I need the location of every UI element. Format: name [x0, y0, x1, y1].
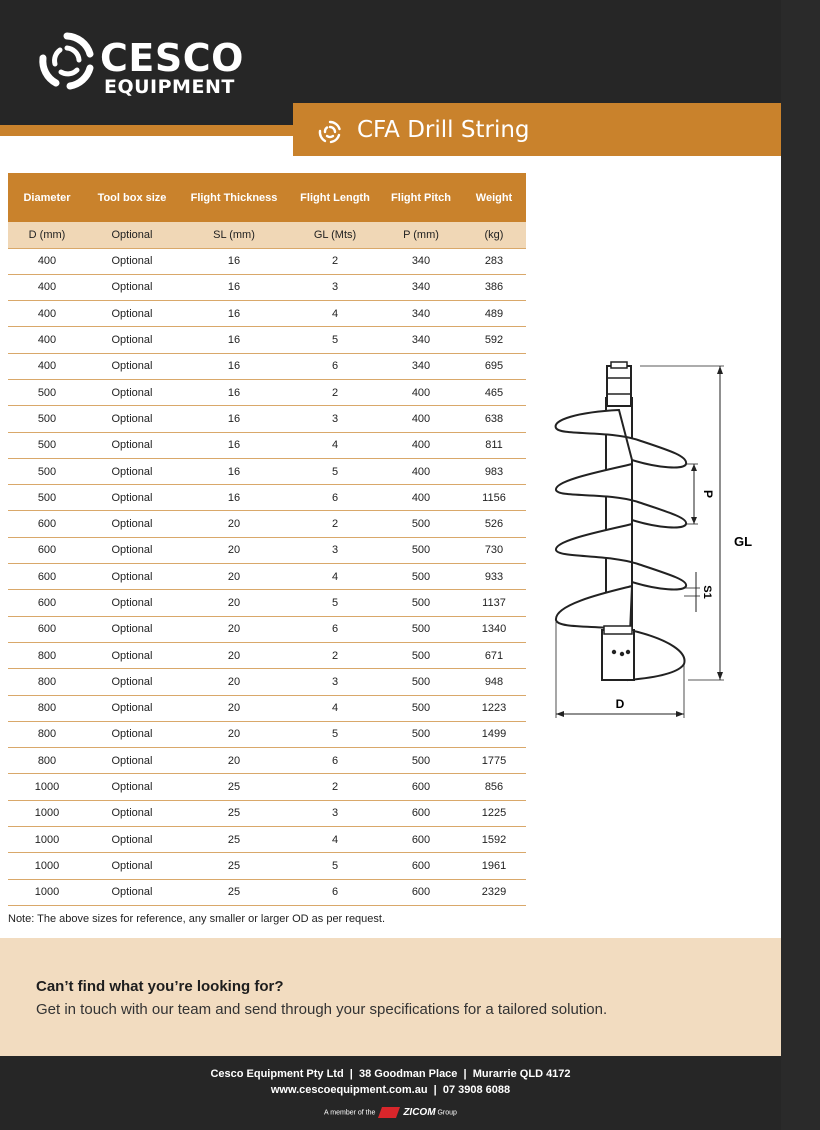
table-cell: 1000	[8, 774, 86, 800]
table-cell: 16	[178, 274, 290, 300]
title-band	[293, 103, 781, 156]
table-cell: 25	[178, 879, 290, 905]
table-cell: Optional	[86, 353, 178, 379]
table-cell: 16	[178, 458, 290, 484]
table-cell: Optional	[86, 669, 178, 695]
table-cell: 20	[178, 590, 290, 616]
table-cell: 5	[290, 721, 380, 747]
table-cell: 500	[8, 432, 86, 458]
table-cell: 340	[380, 274, 462, 300]
table-cell: 16	[178, 248, 290, 274]
spec-table	[8, 173, 526, 906]
table-cell: Optional	[86, 248, 178, 274]
table-cell: Optional	[86, 748, 178, 774]
table-row	[8, 721, 526, 747]
table-cell: Optional	[86, 853, 178, 879]
table-cell: 340	[380, 353, 462, 379]
table-cell: 600	[380, 853, 462, 879]
table-cell: 500	[8, 485, 86, 511]
table-cell: 1156	[462, 485, 526, 511]
table-cell: 400	[380, 379, 462, 405]
column-header: Flight Pitch	[380, 173, 462, 222]
table-cell: 400	[380, 406, 462, 432]
cesco-logo-icon	[36, 30, 98, 92]
table-cell: 1961	[462, 853, 526, 879]
table-row	[8, 274, 526, 300]
units-row	[8, 222, 526, 248]
table-row	[8, 327, 526, 353]
table-row	[8, 485, 526, 511]
table-cell: Optional	[86, 642, 178, 668]
table-cell: 3	[290, 274, 380, 300]
table-cell: 465	[462, 379, 526, 405]
table-row	[8, 853, 526, 879]
column-header: Weight	[462, 173, 526, 222]
table-row	[8, 458, 526, 484]
zicom-logo-icon	[378, 1107, 400, 1118]
table-cell: 800	[8, 695, 86, 721]
table-row	[8, 695, 526, 721]
unit-cell: SL (mm)	[178, 222, 290, 248]
table-cell: 2	[290, 642, 380, 668]
table-cell: 800	[8, 721, 86, 747]
table-cell: 4	[290, 564, 380, 590]
table-cell: 5	[290, 327, 380, 353]
table-cell: 5	[290, 590, 380, 616]
table-cell: Optional	[86, 511, 178, 537]
table-cell: 1775	[462, 748, 526, 774]
table-cell: 340	[380, 301, 462, 327]
table-cell: Optional	[86, 327, 178, 353]
table-cell: 400	[380, 485, 462, 511]
table-cell: 400	[8, 353, 86, 379]
table-cell: 500	[380, 511, 462, 537]
table-cell: 800	[8, 642, 86, 668]
page-title: CFA Drill String	[357, 117, 530, 143]
table-cell: 20	[178, 669, 290, 695]
table-cell: 6	[290, 879, 380, 905]
cta-heading: Can’t find what you’re looking for?	[36, 978, 284, 995]
table-cell: 2	[290, 774, 380, 800]
unit-cell: Optional	[86, 222, 178, 248]
cta-panel	[0, 938, 781, 1056]
table-row	[8, 748, 526, 774]
table-cell: 600	[8, 537, 86, 563]
table-cell: 948	[462, 669, 526, 695]
table-cell: 16	[178, 406, 290, 432]
table-cell: 933	[462, 564, 526, 590]
table-cell: 4	[290, 827, 380, 853]
table-cell: 400	[8, 301, 86, 327]
table-row	[8, 827, 526, 853]
table-cell: 20	[178, 616, 290, 642]
table-cell: 4	[290, 432, 380, 458]
overall-length-label: GL	[734, 534, 753, 549]
footer-address: Cesco Equipment Pty Ltd | 38 Goodman Place | Murarrie QLD 4172	[210, 1068, 571, 1080]
table-cell: 3	[290, 800, 380, 826]
table-cell: Optional	[86, 485, 178, 511]
group-name: ZICOM	[403, 1107, 436, 1118]
table-cell: Optional	[86, 879, 178, 905]
table-cell: 6	[290, 353, 380, 379]
table-cell: 16	[178, 301, 290, 327]
table-cell: 20	[178, 721, 290, 747]
table-row	[8, 642, 526, 668]
table-cell: 16	[178, 353, 290, 379]
table-cell: 500	[380, 721, 462, 747]
table-row	[8, 800, 526, 826]
table-cell: 500	[380, 564, 462, 590]
table-cell: 1225	[462, 800, 526, 826]
table-cell: 400	[380, 432, 462, 458]
cta-body: Get in touch with our team and send through your specifications for a tailored solution.	[36, 1001, 608, 1018]
table-cell: 340	[380, 327, 462, 353]
table-row	[8, 432, 526, 458]
table-cell: 20	[178, 695, 290, 721]
table-row	[8, 879, 526, 905]
logo-wordmark: CESCO	[100, 36, 244, 80]
table-cell: 20	[178, 537, 290, 563]
table-cell: 5	[290, 853, 380, 879]
table-cell: 4	[290, 301, 380, 327]
table-cell: 500	[380, 590, 462, 616]
table-cell: 500	[8, 379, 86, 405]
table-cell: 20	[178, 642, 290, 668]
unit-cell: P (mm)	[380, 222, 462, 248]
table-cell: Optional	[86, 458, 178, 484]
table-cell: 3	[290, 537, 380, 563]
table-cell: 1499	[462, 721, 526, 747]
table-cell: 600	[8, 564, 86, 590]
table-cell: 800	[8, 669, 86, 695]
column-header: Diameter	[8, 173, 86, 222]
table-cell: 600	[8, 616, 86, 642]
table-row	[8, 406, 526, 432]
table-cell: 3	[290, 406, 380, 432]
table-cell: Optional	[86, 564, 178, 590]
table-cell: 2329	[462, 879, 526, 905]
table-cell: 983	[462, 458, 526, 484]
table-row	[8, 616, 526, 642]
table-row	[8, 301, 526, 327]
table-cell: 1340	[462, 616, 526, 642]
table-cell: 16	[178, 485, 290, 511]
table-cell: Optional	[86, 616, 178, 642]
table-cell: 695	[462, 353, 526, 379]
thickness-label: S1	[701, 585, 713, 599]
table-cell: 500	[380, 537, 462, 563]
table-cell: 2	[290, 248, 380, 274]
table-cell: 1000	[8, 827, 86, 853]
table-cell: 4	[290, 695, 380, 721]
table-header-row	[8, 173, 526, 222]
table-cell: 1000	[8, 800, 86, 826]
table-cell: Optional	[86, 301, 178, 327]
table-cell: 20	[178, 748, 290, 774]
table-cell: 600	[8, 590, 86, 616]
table-cell: 638	[462, 406, 526, 432]
table-cell: 16	[178, 432, 290, 458]
pitch-label: P	[701, 489, 715, 499]
unit-cell: (kg)	[462, 222, 526, 248]
table-cell: 400	[8, 274, 86, 300]
table-cell: 400	[8, 327, 86, 353]
table-row	[8, 774, 526, 800]
unit-cell: D (mm)	[8, 222, 86, 248]
column-header: Flight Thickness	[178, 173, 290, 222]
table-cell: 811	[462, 432, 526, 458]
column-header: Flight Length	[290, 173, 380, 222]
table-cell: Optional	[86, 721, 178, 747]
table-cell: 25	[178, 774, 290, 800]
table-cell: Optional	[86, 537, 178, 563]
table-row	[8, 537, 526, 563]
table-cell: 489	[462, 301, 526, 327]
table-cell: Optional	[86, 379, 178, 405]
table-cell: 5	[290, 458, 380, 484]
table-cell: 25	[178, 853, 290, 879]
table-cell: 2	[290, 379, 380, 405]
table-cell: 500	[380, 695, 462, 721]
footer-group	[0, 1107, 781, 1118]
table-cell: 20	[178, 564, 290, 590]
table-cell: 592	[462, 327, 526, 353]
table-cell: 600	[380, 879, 462, 905]
table-cell: 20	[178, 511, 290, 537]
table-row	[8, 590, 526, 616]
table-cell: 600	[380, 827, 462, 853]
table-cell: 16	[178, 379, 290, 405]
swirl-icon	[317, 119, 343, 145]
table-cell: Optional	[86, 274, 178, 300]
table-cell: 500	[8, 406, 86, 432]
table-cell: Optional	[86, 406, 178, 432]
table-cell: 600	[380, 800, 462, 826]
table-cell: 6	[290, 616, 380, 642]
table-cell: 16	[178, 327, 290, 353]
table-cell: 500	[380, 642, 462, 668]
table-row	[8, 353, 526, 379]
table-cell: 386	[462, 274, 526, 300]
table-cell: 283	[462, 248, 526, 274]
table-cell: 730	[462, 537, 526, 563]
table-cell: 500	[8, 458, 86, 484]
footer	[0, 1056, 781, 1130]
table-cell: 1000	[8, 879, 86, 905]
table-row	[8, 564, 526, 590]
table-cell: Optional	[86, 432, 178, 458]
table-cell: 500	[380, 669, 462, 695]
table-cell: 671	[462, 642, 526, 668]
table-cell: 340	[380, 248, 462, 274]
table-cell: 6	[290, 748, 380, 774]
table-cell: 400	[8, 248, 86, 274]
table-cell: 800	[8, 748, 86, 774]
logo-subword: EQUIPMENT	[104, 76, 235, 98]
table-row	[8, 248, 526, 274]
table-cell: 1223	[462, 695, 526, 721]
table-note: Note: The above sizes for reference, any smaller or larger OD as per request.	[8, 913, 386, 925]
table-cell: 500	[380, 616, 462, 642]
column-header: Tool box size	[86, 173, 178, 222]
table-row	[8, 511, 526, 537]
table-cell: 526	[462, 511, 526, 537]
table-row	[8, 669, 526, 695]
table-cell: 400	[380, 458, 462, 484]
auger-diagram	[548, 360, 768, 722]
table-cell: 3	[290, 669, 380, 695]
unit-cell: GL (Mts)	[290, 222, 380, 248]
table-cell: Optional	[86, 695, 178, 721]
diameter-label: D	[615, 697, 625, 711]
table-cell: 856	[462, 774, 526, 800]
table-cell: 600	[380, 774, 462, 800]
table-cell: Optional	[86, 590, 178, 616]
title-band-accent	[0, 125, 293, 136]
group-suffix: Group	[437, 1109, 457, 1117]
table-cell: 500	[380, 748, 462, 774]
table-cell: 25	[178, 827, 290, 853]
footer-contact: www.cescoequipment.com.au | 07 3908 6088	[270, 1084, 511, 1096]
viewer-background	[781, 0, 820, 1130]
table-cell: Optional	[86, 774, 178, 800]
table-cell: 1592	[462, 827, 526, 853]
member-prefix: A member of the	[324, 1109, 376, 1117]
table-cell: 25	[178, 800, 290, 826]
table-cell: Optional	[86, 827, 178, 853]
table-cell: 2	[290, 511, 380, 537]
table-cell: 600	[8, 511, 86, 537]
table-cell: 6	[290, 485, 380, 511]
table-cell: Optional	[86, 800, 178, 826]
table-row	[8, 379, 526, 405]
table-cell: 1137	[462, 590, 526, 616]
table-cell: 1000	[8, 853, 86, 879]
